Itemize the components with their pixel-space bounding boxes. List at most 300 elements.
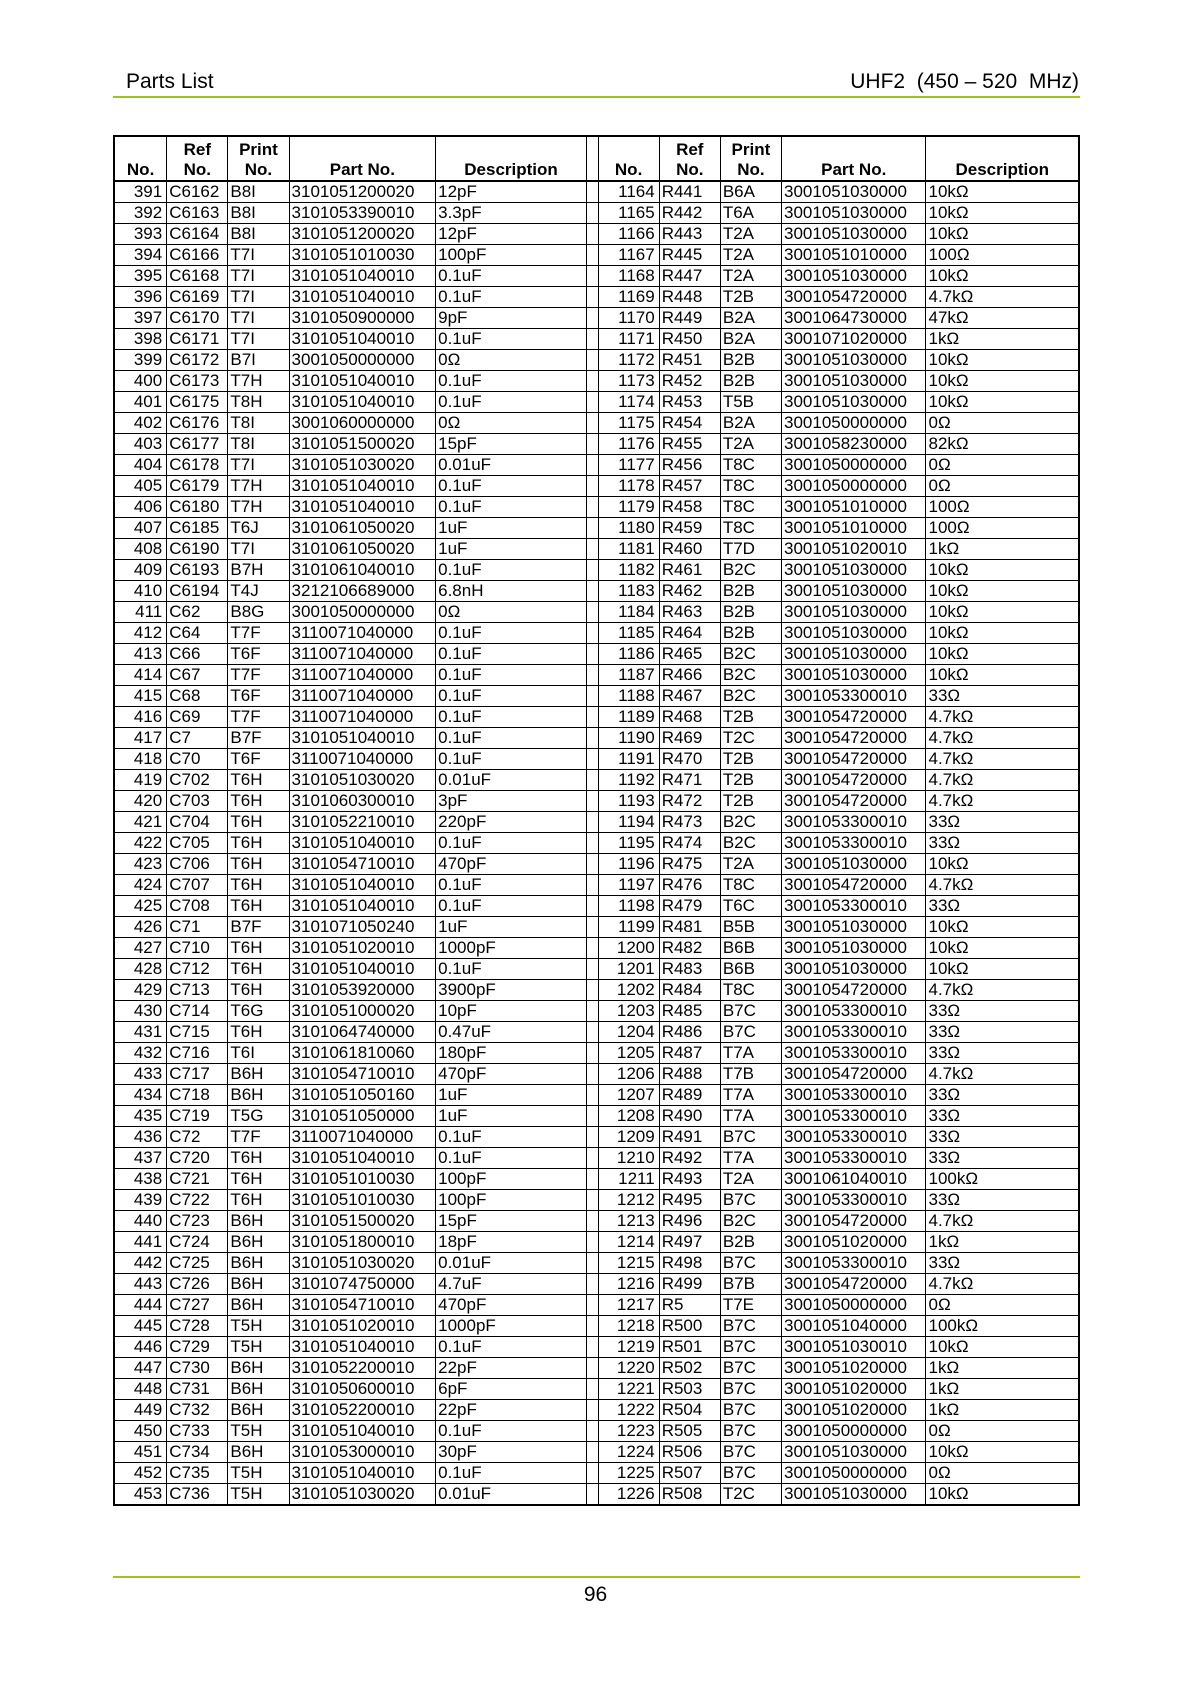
item-no-cell: 436 — [114, 1127, 167, 1148]
column-gap — [586, 770, 598, 791]
ref-no-cell: C6178 — [167, 455, 228, 476]
description-cell: 33Ω — [926, 1127, 1079, 1148]
part-no-cell: 3101051030020 — [289, 1253, 436, 1274]
ref-no-cell: R450 — [659, 329, 720, 350]
table-row — [114, 833, 1079, 854]
description-cell: 4.7kΩ — [926, 1211, 1079, 1232]
item-no-cell: 1175 — [598, 413, 659, 434]
ref-no-cell: C720 — [167, 1148, 228, 1169]
print-no-cell: B7C — [720, 1253, 781, 1274]
description-cell: 0.1uF — [436, 728, 587, 749]
part-no-cell: 3001053300010 — [782, 1148, 926, 1169]
item-no-cell: 1221 — [598, 1379, 659, 1400]
item-no-cell: 423 — [114, 854, 167, 875]
print-no-cell: T6H — [228, 875, 289, 896]
part-no-cell: 3001054720000 — [782, 980, 926, 1001]
description-cell: 4.7kΩ — [926, 287, 1079, 308]
ref-no-cell: C68 — [167, 686, 228, 707]
item-no-cell: 429 — [114, 980, 167, 1001]
ref-no-cell: R5 — [659, 1295, 720, 1316]
item-no-cell: 434 — [114, 1085, 167, 1106]
item-no-cell: 451 — [114, 1442, 167, 1463]
header-model: UHF2 (450 – 520 MHz) — [850, 70, 1079, 93]
item-no-cell: 1187 — [598, 665, 659, 686]
print-no-cell: B7C — [720, 1442, 781, 1463]
table-row — [114, 770, 1079, 791]
table-row — [114, 371, 1079, 392]
part-no-cell: 3001054720000 — [782, 1211, 926, 1232]
part-no-cell: 3101051040010 — [289, 329, 436, 350]
print-no-cell: B7C — [720, 1127, 781, 1148]
col-desc-left: Description — [436, 136, 587, 181]
column-gap — [586, 560, 598, 581]
description-cell: 22pF — [436, 1400, 587, 1421]
column-gap — [586, 1442, 598, 1463]
ref-no-cell: C716 — [167, 1043, 228, 1064]
ref-no-cell: R490 — [659, 1106, 720, 1127]
description-cell: 33Ω — [926, 1148, 1079, 1169]
part-no-cell: 3101061050020 — [289, 539, 436, 560]
part-no-cell: 3001050000000 — [289, 350, 436, 371]
ref-no-cell: R501 — [659, 1337, 720, 1358]
ref-no-cell: C717 — [167, 1064, 228, 1085]
print-no-cell: B7C — [720, 1400, 781, 1421]
description-cell: 470pF — [436, 1295, 587, 1316]
print-no-cell: B7C — [720, 1463, 781, 1484]
print-no-cell: T8C — [720, 476, 781, 497]
print-no-cell: B8G — [228, 602, 289, 623]
ref-no-cell: C729 — [167, 1337, 228, 1358]
item-no-cell: 1194 — [598, 812, 659, 833]
table-row — [114, 1148, 1079, 1169]
description-cell: 3900pF — [436, 980, 587, 1001]
part-no-cell: 3001051020000 — [782, 1400, 926, 1421]
item-no-cell: 1215 — [598, 1253, 659, 1274]
item-no-cell: 1165 — [598, 203, 659, 224]
ref-no-cell: R482 — [659, 938, 720, 959]
item-no-cell: 443 — [114, 1274, 167, 1295]
print-no-cell: T6H — [228, 791, 289, 812]
table-row — [114, 518, 1079, 539]
part-no-cell: 3101061050020 — [289, 518, 436, 539]
item-no-cell: 428 — [114, 959, 167, 980]
ref-no-cell: C6169 — [167, 287, 228, 308]
print-no-cell: T6H — [228, 1190, 289, 1211]
ref-no-cell: C6176 — [167, 413, 228, 434]
print-no-cell: B6H — [228, 1253, 289, 1274]
description-cell: 33Ω — [926, 1190, 1079, 1211]
ref-no-cell: R471 — [659, 770, 720, 791]
ref-no-cell: R505 — [659, 1421, 720, 1442]
description-cell: 0.1uF — [436, 749, 587, 770]
description-cell: 10kΩ — [926, 350, 1079, 371]
print-no-cell: T7A — [720, 1106, 781, 1127]
item-no-cell: 395 — [114, 266, 167, 287]
description-cell: 10kΩ — [926, 203, 1079, 224]
column-gap — [586, 1148, 598, 1169]
print-no-cell: T5B — [720, 392, 781, 413]
ref-no-cell: C722 — [167, 1190, 228, 1211]
item-no-cell: 1192 — [598, 770, 659, 791]
part-no-cell: 3101051050000 — [289, 1106, 436, 1127]
description-cell: 33Ω — [926, 1001, 1079, 1022]
print-no-cell: T6H — [228, 1022, 289, 1043]
description-cell: 10kΩ — [926, 602, 1079, 623]
ref-no-cell: C6173 — [167, 371, 228, 392]
column-gap — [586, 392, 598, 413]
item-no-cell: 402 — [114, 413, 167, 434]
description-cell: 0.1uF — [436, 476, 587, 497]
item-no-cell: 394 — [114, 245, 167, 266]
description-cell: 10pF — [436, 1001, 587, 1022]
table-row — [114, 1421, 1079, 1442]
column-gap — [586, 1295, 598, 1316]
ref-no-cell: C731 — [167, 1379, 228, 1400]
column-gap — [586, 602, 598, 623]
footer-rule — [113, 1576, 1080, 1578]
ref-no-cell: R454 — [659, 413, 720, 434]
description-cell: 0.1uF — [436, 560, 587, 581]
item-no-cell: 410 — [114, 581, 167, 602]
print-no-cell: B7C — [720, 1358, 781, 1379]
description-cell: 10kΩ — [926, 581, 1079, 602]
column-gap — [586, 1379, 598, 1400]
table-row — [114, 602, 1079, 623]
part-no-cell: 3101051040010 — [289, 1148, 436, 1169]
part-no-cell: 3101051040010 — [289, 266, 436, 287]
print-no-cell: T7F — [228, 623, 289, 644]
column-gap — [586, 287, 598, 308]
column-gap — [586, 938, 598, 959]
ref-no-cell: C713 — [167, 980, 228, 1001]
print-no-cell: B6H — [228, 1442, 289, 1463]
print-no-cell: B6B — [720, 938, 781, 959]
part-no-cell: 3001051030000 — [782, 371, 926, 392]
description-cell: 6.8nH — [436, 581, 587, 602]
description-cell: 10kΩ — [926, 560, 1079, 581]
print-no-cell: T2A — [720, 434, 781, 455]
column-gap — [586, 1106, 598, 1127]
print-no-cell: T7I — [228, 455, 289, 476]
part-no-cell: 3101052200010 — [289, 1358, 436, 1379]
description-cell: 3pF — [436, 791, 587, 812]
part-no-cell: 3101051800010 — [289, 1232, 436, 1253]
table-row — [114, 224, 1079, 245]
item-no-cell: 1210 — [598, 1148, 659, 1169]
ref-no-cell: R442 — [659, 203, 720, 224]
print-no-cell: B2B — [720, 581, 781, 602]
part-no-cell: 3001061040010 — [782, 1169, 926, 1190]
part-no-cell: 3001053300010 — [782, 896, 926, 917]
part-no-cell: 3110071040000 — [289, 665, 436, 686]
item-no-cell: 411 — [114, 602, 167, 623]
print-no-cell: B7C — [720, 1379, 781, 1400]
part-no-cell: 3001054720000 — [782, 749, 926, 770]
print-no-cell: B7I — [228, 350, 289, 371]
column-gap — [586, 875, 598, 896]
table-row — [114, 791, 1079, 812]
description-cell: 0.01uF — [436, 455, 587, 476]
ref-no-cell: R489 — [659, 1085, 720, 1106]
part-no-cell: 3001054720000 — [782, 287, 926, 308]
item-no-cell: 1217 — [598, 1295, 659, 1316]
table-row — [114, 1358, 1079, 1379]
item-no-cell: 426 — [114, 917, 167, 938]
table-row — [114, 181, 1079, 203]
print-no-cell: T6F — [228, 644, 289, 665]
column-gap — [586, 1085, 598, 1106]
ref-no-cell: C6180 — [167, 497, 228, 518]
part-no-cell: 3101051200020 — [289, 181, 436, 203]
column-gap — [586, 224, 598, 245]
print-no-cell: T2B — [720, 287, 781, 308]
print-no-cell: T7I — [228, 308, 289, 329]
part-no-cell: 3001051030000 — [782, 917, 926, 938]
description-cell: 33Ω — [926, 1253, 1079, 1274]
ref-no-cell: R483 — [659, 959, 720, 980]
table-row — [114, 728, 1079, 749]
item-no-cell: 431 — [114, 1022, 167, 1043]
item-no-cell: 1182 — [598, 560, 659, 581]
ref-no-cell: R496 — [659, 1211, 720, 1232]
print-no-cell: B6H — [228, 1400, 289, 1421]
part-no-cell: 3001051020000 — [782, 1379, 926, 1400]
print-no-cell: T7F — [228, 707, 289, 728]
print-no-cell: T6H — [228, 896, 289, 917]
table-row — [114, 1169, 1079, 1190]
part-no-cell: 3101051500020 — [289, 434, 436, 455]
ref-no-cell: C703 — [167, 791, 228, 812]
ref-no-cell: R453 — [659, 392, 720, 413]
ref-no-cell: C6190 — [167, 539, 228, 560]
item-no-cell: 1191 — [598, 749, 659, 770]
ref-no-cell: R484 — [659, 980, 720, 1001]
item-no-cell: 1211 — [598, 1169, 659, 1190]
item-no-cell: 447 — [114, 1358, 167, 1379]
column-gap — [586, 623, 598, 644]
description-cell: 4.7kΩ — [926, 875, 1079, 896]
item-no-cell: 1203 — [598, 1001, 659, 1022]
item-no-cell: 1224 — [598, 1442, 659, 1463]
description-cell: 0.1uF — [436, 1463, 587, 1484]
ref-no-cell: R488 — [659, 1064, 720, 1085]
part-no-cell: 3001050000000 — [782, 1295, 926, 1316]
table-row — [114, 875, 1079, 896]
table-row — [114, 413, 1079, 434]
column-gap — [586, 812, 598, 833]
column-gap — [586, 959, 598, 980]
part-no-cell: 3001051030000 — [782, 1442, 926, 1463]
item-no-cell: 391 — [114, 181, 167, 203]
part-no-cell: 3001051020000 — [782, 1232, 926, 1253]
column-gap — [586, 896, 598, 917]
item-no-cell: 408 — [114, 539, 167, 560]
ref-no-cell: C732 — [167, 1400, 228, 1421]
description-cell: 33Ω — [926, 1043, 1079, 1064]
item-no-cell: 396 — [114, 287, 167, 308]
part-no-cell: 3001051030000 — [782, 854, 926, 875]
description-cell: 0.1uF — [436, 392, 587, 413]
ref-no-cell: C727 — [167, 1295, 228, 1316]
item-no-cell: 433 — [114, 1064, 167, 1085]
ref-no-cell: R468 — [659, 707, 720, 728]
item-no-cell: 1197 — [598, 875, 659, 896]
part-no-cell: 3101051010030 — [289, 245, 436, 266]
col-partno-right: Part No. — [782, 136, 926, 181]
item-no-cell: 424 — [114, 875, 167, 896]
description-cell: 10kΩ — [926, 917, 1079, 938]
table-row — [114, 896, 1079, 917]
column-gap — [586, 1274, 598, 1295]
print-no-cell: B6H — [228, 1274, 289, 1295]
part-no-cell: 3101052210010 — [289, 812, 436, 833]
item-no-cell: 403 — [114, 434, 167, 455]
description-cell: 82kΩ — [926, 434, 1079, 455]
ref-no-cell: C735 — [167, 1463, 228, 1484]
table-row — [114, 917, 1079, 938]
part-no-cell: 3101051040010 — [289, 1421, 436, 1442]
part-no-cell: 3001053300010 — [782, 833, 926, 854]
description-cell: 10kΩ — [926, 1337, 1079, 1358]
col-partno-left: Part No. — [289, 136, 436, 181]
item-no-cell: 404 — [114, 455, 167, 476]
ref-no-cell: R499 — [659, 1274, 720, 1295]
column-gap — [586, 266, 598, 287]
ref-no-cell: C719 — [167, 1106, 228, 1127]
description-cell: 0.01uF — [436, 1253, 587, 1274]
table-row — [114, 623, 1079, 644]
ref-no-cell: R455 — [659, 434, 720, 455]
item-no-cell: 406 — [114, 497, 167, 518]
print-no-cell: T7I — [228, 539, 289, 560]
item-no-cell: 1172 — [598, 350, 659, 371]
column-gap — [586, 1421, 598, 1442]
item-no-cell: 445 — [114, 1316, 167, 1337]
item-no-cell: 1189 — [598, 707, 659, 728]
description-cell: 10kΩ — [926, 1484, 1079, 1506]
part-no-cell: 3001051040000 — [782, 1316, 926, 1337]
column-gap — [586, 497, 598, 518]
print-no-cell: T7A — [720, 1043, 781, 1064]
description-cell: 4.7kΩ — [926, 1064, 1079, 1085]
table-row — [114, 560, 1079, 581]
item-no-cell: 1222 — [598, 1400, 659, 1421]
print-no-cell: B2B — [720, 350, 781, 371]
part-no-cell: 3101051040010 — [289, 497, 436, 518]
column-gap — [586, 1169, 598, 1190]
table-row — [114, 1316, 1079, 1337]
print-no-cell: B7B — [720, 1274, 781, 1295]
part-no-cell: 3001051030000 — [782, 350, 926, 371]
ref-no-cell: C6179 — [167, 476, 228, 497]
print-no-cell: B7H — [228, 560, 289, 581]
part-no-cell: 3001051030010 — [782, 1337, 926, 1358]
part-no-cell: 3101051020010 — [289, 938, 436, 959]
print-no-cell: T8H — [228, 392, 289, 413]
table-row — [114, 203, 1079, 224]
part-no-cell: 3001054720000 — [782, 728, 926, 749]
description-cell: 100kΩ — [926, 1316, 1079, 1337]
column-gap — [586, 707, 598, 728]
print-no-cell: T6H — [228, 1148, 289, 1169]
col-print-right: Print No. — [720, 136, 781, 181]
print-no-cell: B7C — [720, 1022, 781, 1043]
print-no-cell: B2B — [720, 1232, 781, 1253]
print-no-cell: T6H — [228, 980, 289, 1001]
part-no-cell: 3001050000000 — [289, 602, 436, 623]
column-gap — [586, 308, 598, 329]
column-gap — [586, 539, 598, 560]
part-no-cell: 3110071040000 — [289, 707, 436, 728]
column-gap — [586, 581, 598, 602]
print-no-cell: T5H — [228, 1484, 289, 1506]
item-no-cell: 1206 — [598, 1064, 659, 1085]
table-row — [114, 1232, 1079, 1253]
print-no-cell: B2B — [720, 371, 781, 392]
print-no-cell: B7F — [228, 917, 289, 938]
print-no-cell: T6A — [720, 203, 781, 224]
part-no-cell: 3101050600010 — [289, 1379, 436, 1400]
item-no-cell: 1199 — [598, 917, 659, 938]
ref-no-cell: C706 — [167, 854, 228, 875]
ref-no-cell: C715 — [167, 1022, 228, 1043]
column-gap — [586, 854, 598, 875]
part-no-cell: 3101051040010 — [289, 371, 436, 392]
ref-no-cell: R465 — [659, 644, 720, 665]
print-no-cell: T6H — [228, 812, 289, 833]
print-no-cell: B2A — [720, 329, 781, 350]
column-gap — [586, 1337, 598, 1358]
table-row — [114, 455, 1079, 476]
part-no-cell: 3001051030000 — [782, 623, 926, 644]
item-no-cell: 1176 — [598, 434, 659, 455]
part-no-cell: 3001051030000 — [782, 560, 926, 581]
table-row — [114, 1001, 1079, 1022]
item-no-cell: 1200 — [598, 938, 659, 959]
print-no-cell: T7H — [228, 371, 289, 392]
print-no-cell: T5H — [228, 1316, 289, 1337]
item-no-cell: 407 — [114, 518, 167, 539]
print-no-cell: B8I — [228, 203, 289, 224]
table-row — [114, 959, 1079, 980]
ref-no-cell: C70 — [167, 749, 228, 770]
column-gap — [586, 1253, 598, 1274]
ref-no-cell: R481 — [659, 917, 720, 938]
description-cell: 1uF — [436, 1085, 587, 1106]
print-no-cell: B2B — [720, 602, 781, 623]
item-no-cell: 418 — [114, 749, 167, 770]
ref-no-cell: R459 — [659, 518, 720, 539]
ref-no-cell: C725 — [167, 1253, 228, 1274]
print-no-cell: T7B — [720, 1064, 781, 1085]
table-row — [114, 686, 1079, 707]
ref-no-cell: R445 — [659, 245, 720, 266]
part-no-cell: 3101051040010 — [289, 287, 436, 308]
item-no-cell: 1225 — [598, 1463, 659, 1484]
item-no-cell: 1214 — [598, 1232, 659, 1253]
table-row — [114, 350, 1079, 371]
print-no-cell: T5H — [228, 1421, 289, 1442]
column-gap — [586, 245, 598, 266]
table-row — [114, 1484, 1079, 1506]
part-no-cell: 3001050000000 — [782, 413, 926, 434]
column-gap — [586, 203, 598, 224]
item-no-cell: 416 — [114, 707, 167, 728]
description-cell: 4.7kΩ — [926, 728, 1079, 749]
column-gap — [586, 329, 598, 350]
print-no-cell: B2C — [720, 1211, 781, 1232]
item-no-cell: 1208 — [598, 1106, 659, 1127]
